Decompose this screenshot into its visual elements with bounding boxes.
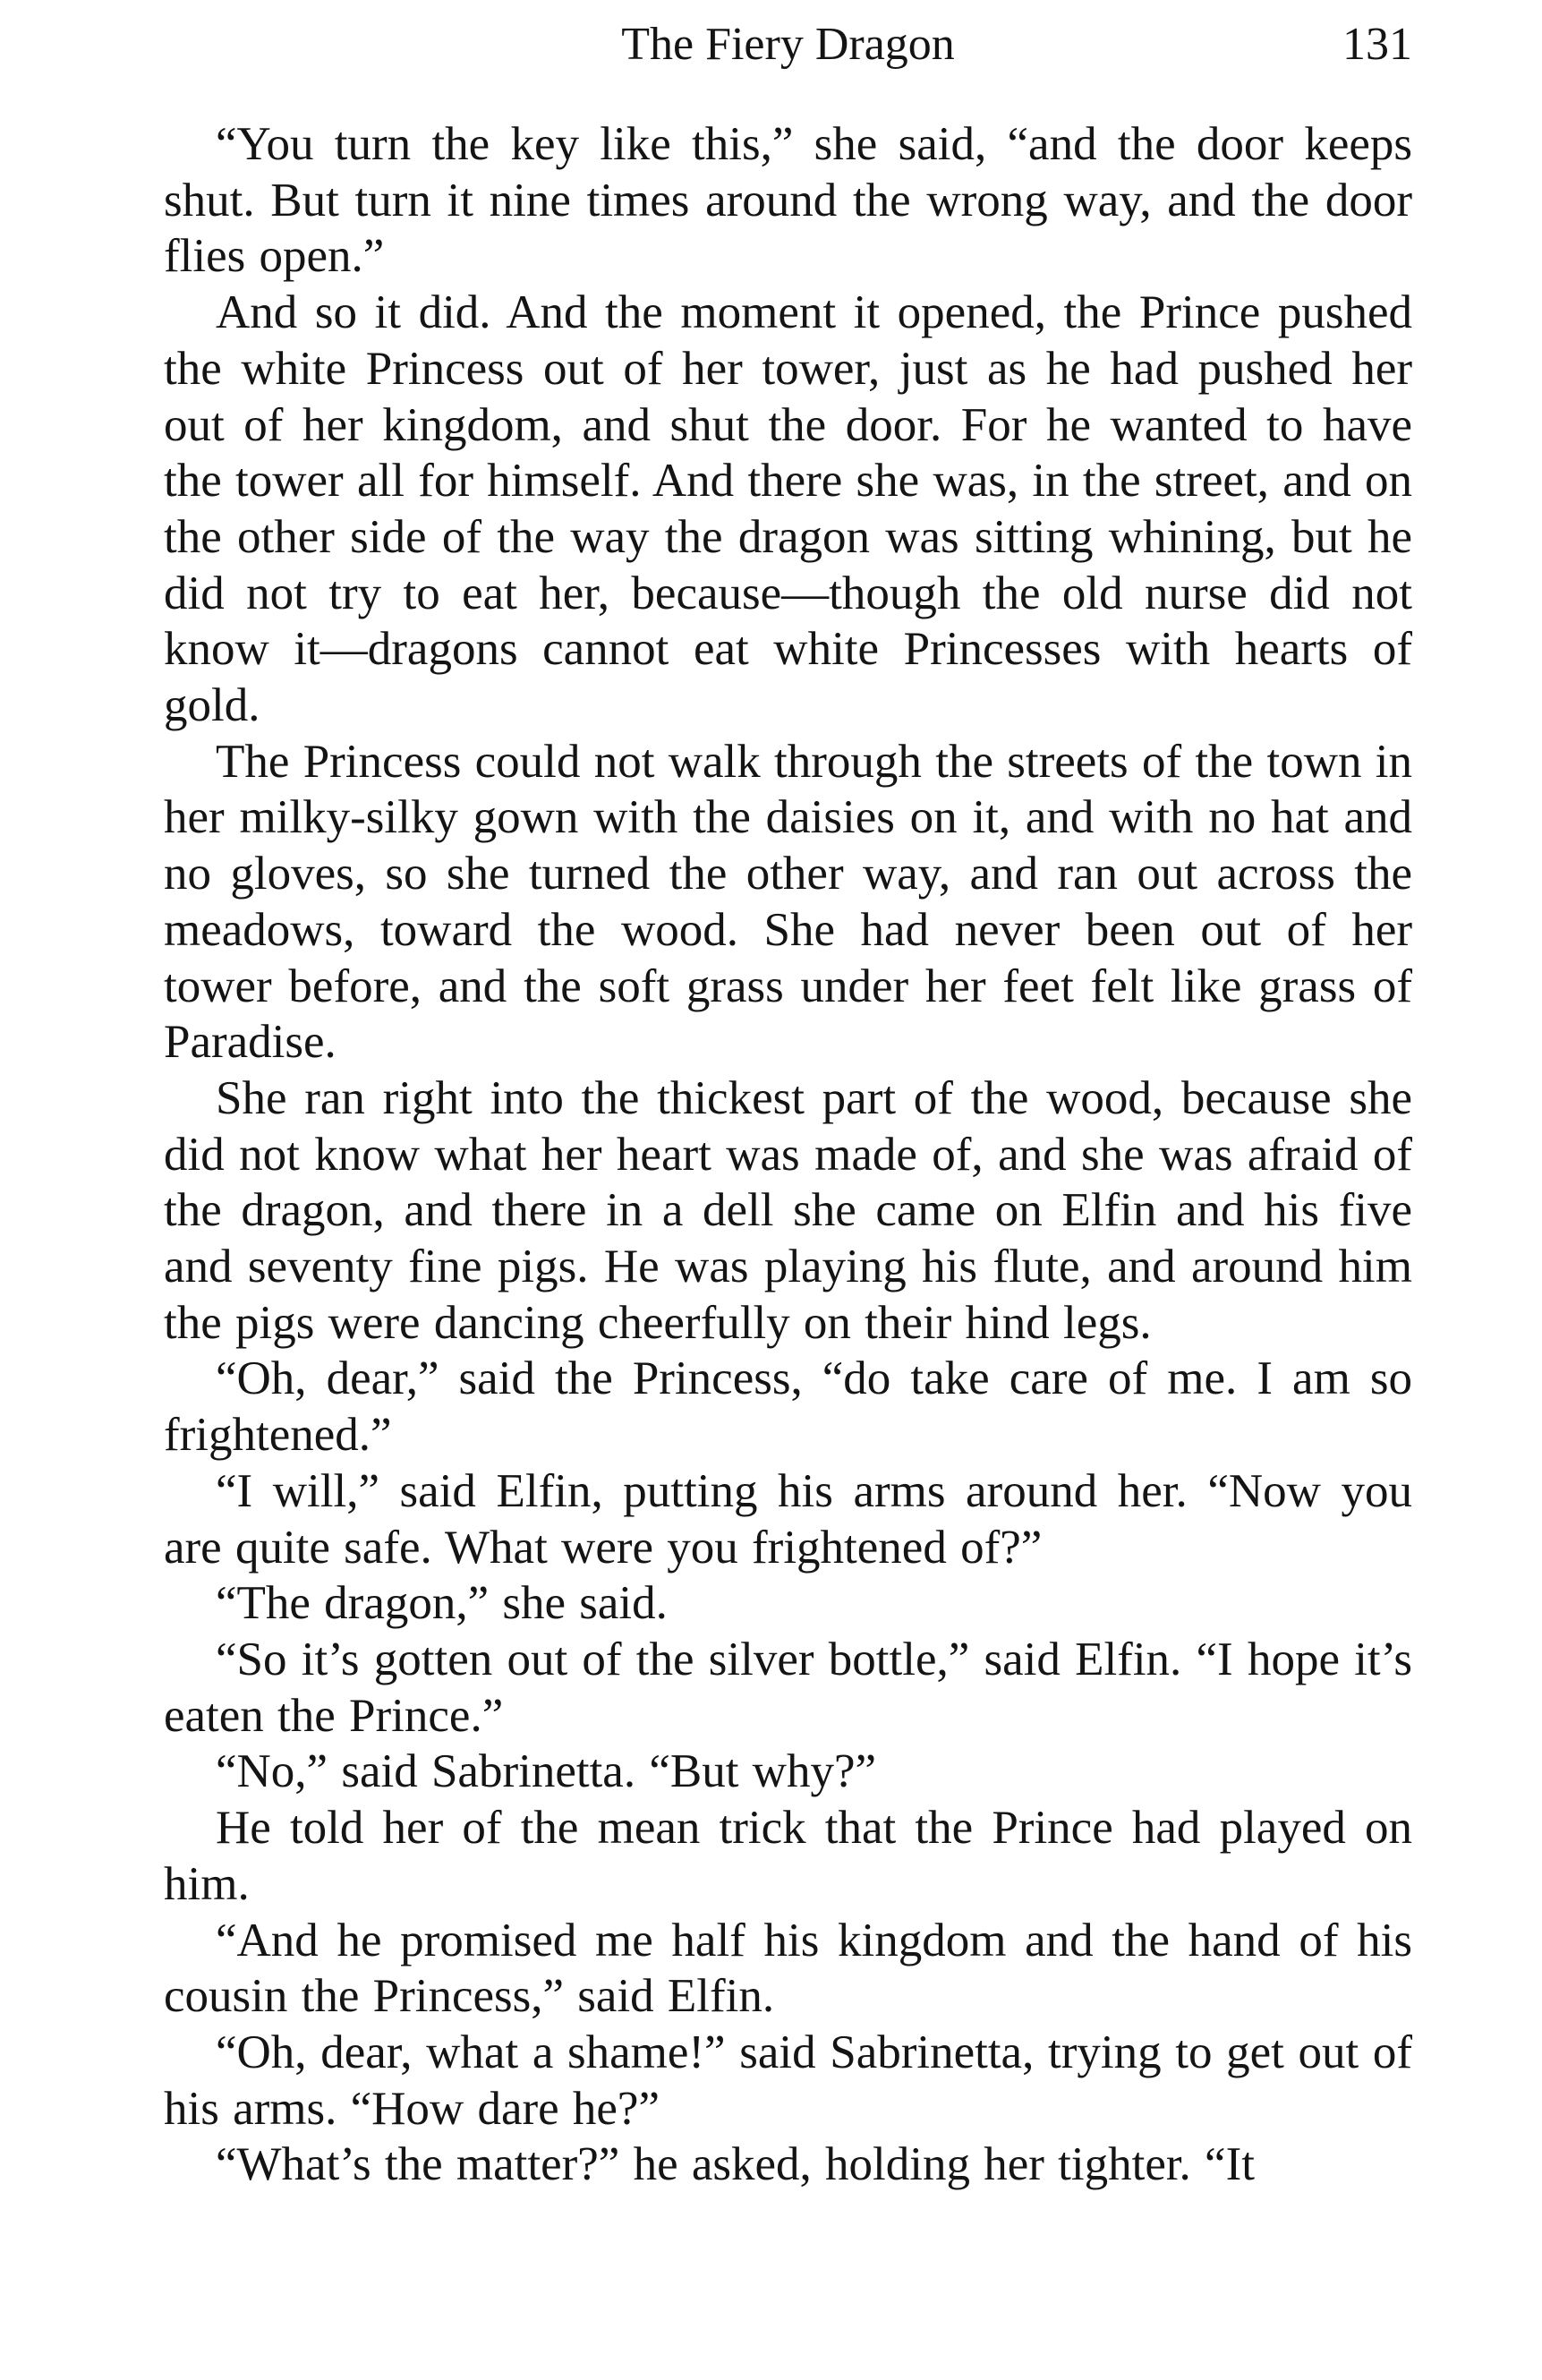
paragraph: “And he promised me half his kingdom and the hand of his cousin the Princess,” said Elfin. <box>164 1914 1412 2023</box>
paragraph: “Oh, dear,” said the Princess, “do take care of me. I am so frightened.” <box>164 1352 1412 1462</box>
paragraph: “You turn the key like this,” she said, “and the door keeps shut. But turn it nine times around the wrong way, and the door flies open.” <box>164 118 1412 283</box>
paragraph: “So it’s gotten out of the silver bottle,” said Elfin. “I hope it’s eaten the Prince.” <box>164 1633 1412 1742</box>
body-text <box>164 116 1412 2193</box>
page-number: 131 <box>1342 19 1412 70</box>
paragraph: “The dragon,” she said. <box>216 1577 668 1630</box>
paragraph: “I will,” said Elfin, putting his arms around her. “Now you are quite safe. What were you frightened of?” <box>164 1464 1412 1574</box>
paragraph: “No,” said Sabrinetta. “But why?” <box>216 1745 876 1798</box>
page-header <box>164 13 1412 77</box>
paragraph: The Princess could not walk through the streets of the town in her milky-silky gown with the daisies on it, and with no hat and no gloves, so she turned the other way, and ran out across the meadows, toward the wood. She had never been out of her tower before, and the soft grass under her feet felt like grass of Paradise. <box>164 735 1412 1069</box>
paragraph: And so it did. And the moment it opened, the Prince pushed the white Princess out of her tower, just as he had pushed her out of her kingdom, and shut the door. For he wanted to have the tower all for himself. And there she was, in the street, and on the other side of the way the dragon was sitting whining, but he did not try to eat her, because—though the old nurse did not know it—dragons cannot eat white Princesses with hearts of gold. <box>164 286 1412 732</box>
paragraph: “Oh, dear, what a shame!” said Sabrinetta, trying to get out of his arms. “How dare he?” <box>164 2026 1412 2135</box>
paragraph: “What’s the matter?” he asked, holding her tighter. “It <box>216 2138 1255 2191</box>
running-title: The Fiery Dragon <box>621 19 955 70</box>
paragraph: She ran right into the thickest part of the wood, because she did not know what her heart was made of, and she was afraid of the dragon, and there in a dell she came on Elfin and his five and seventy fine pigs. He was playing his flute, and around him the pigs were dancing cheerfully on their hind legs. <box>164 1071 1412 1349</box>
paragraph: He told her of the mean trick that the Prince had played on him. <box>164 1802 1412 1910</box>
